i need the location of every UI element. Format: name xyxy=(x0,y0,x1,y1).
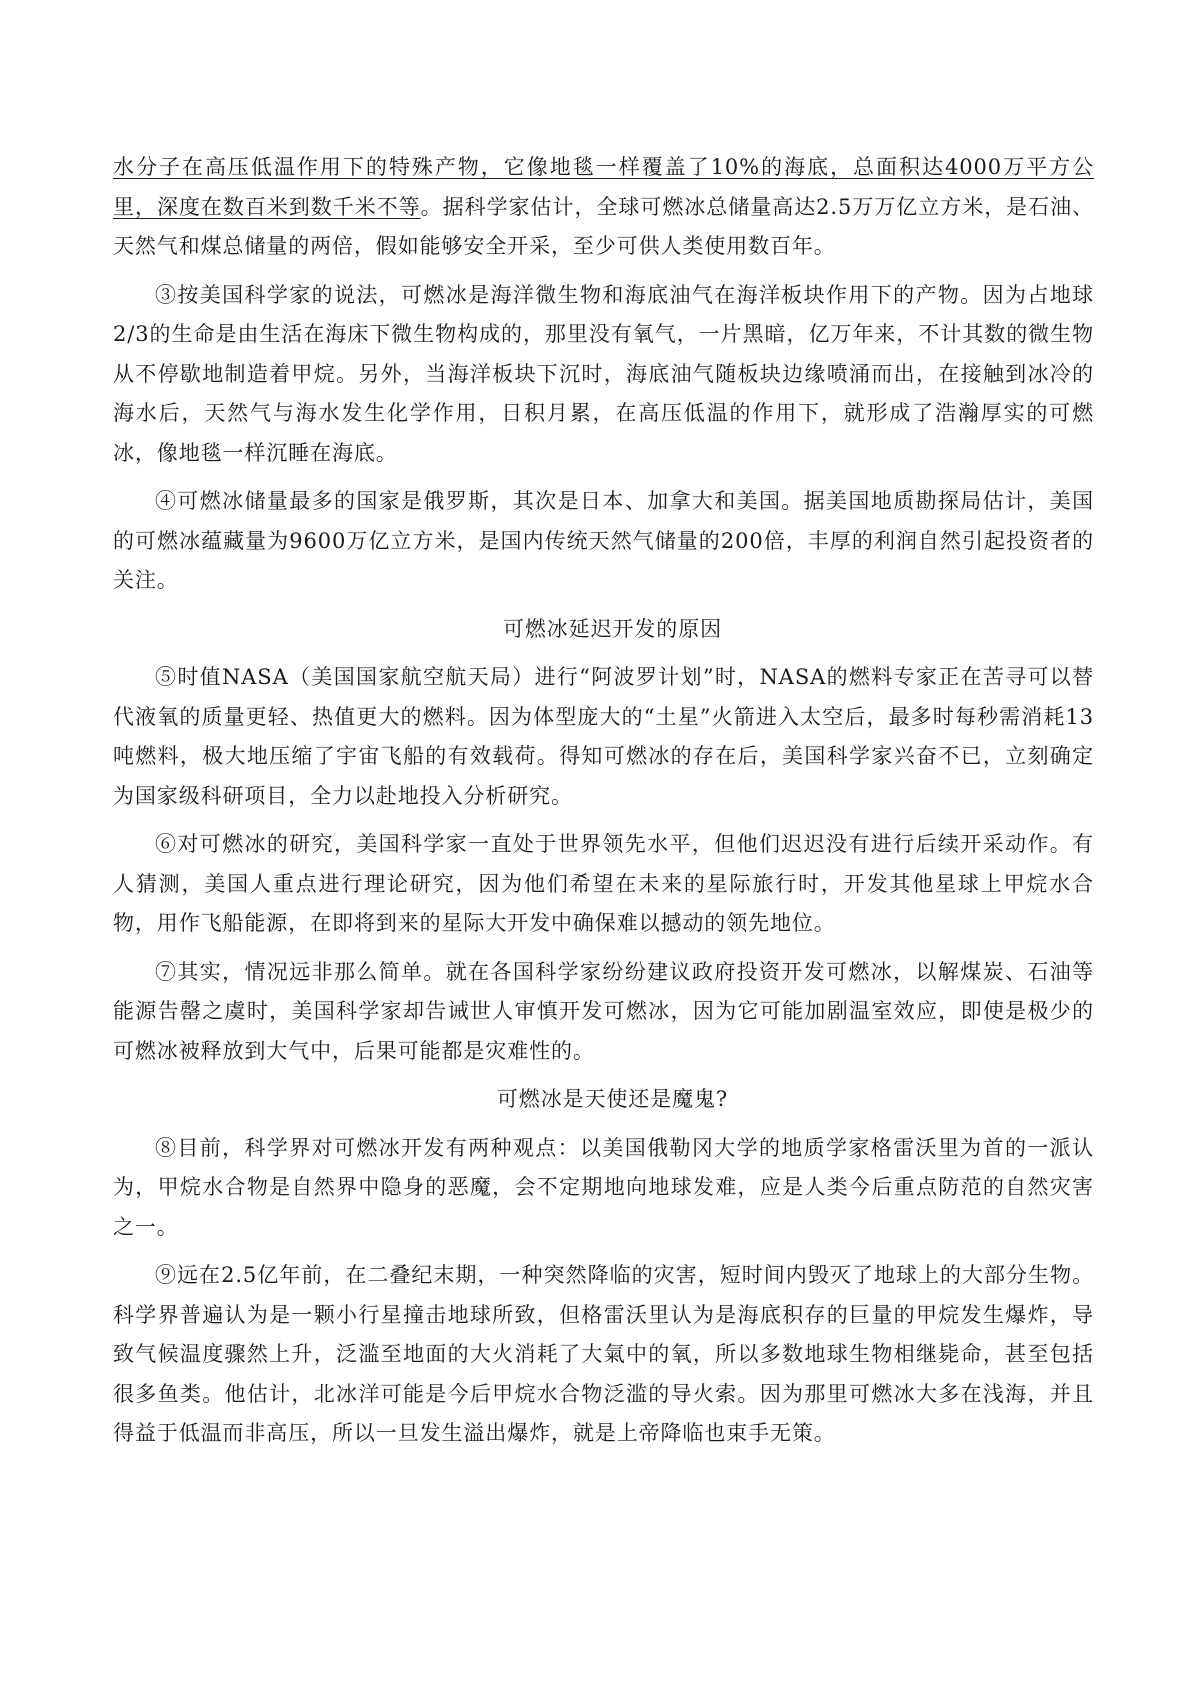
paragraph-8: ⑧目前，科学界对可燃冰开发有两种观点：以美国俄勒冈大学的地质学家格雷沃里为首的一派认为，甲烷水合物是自然界中隐身的恶魔，会不定期地向地球发难，应是人类今后重点防范的自然灾害之一。 xyxy=(113,1135,1094,1239)
section-heading-delay-reasons: 可燃冰延迟开发的原因 xyxy=(503,616,722,641)
section-heading-angel-or-devil: 可燃冰是天使还是魔鬼? xyxy=(496,1087,729,1111)
paragraph-4: ④可燃冰储量最多的国家是俄罗斯，其次是日本、加拿大和美国。据美国地质勘探局估计，美国的可燃冰蕴藏量为9600万亿立方米，是国内传统天然气储量的200倍，丰厚的利润自然引起投资者的关注。 xyxy=(113,489,1094,592)
paragraph-3: ③按美国科学家的说法，可燃冰是海洋微生物和海底油气在海洋板块作用下的产物。因为占地球2/3的生命是由生活在海床下微生物构成的，那里没有氧气，一片黑暗，亿万年来，不计其数的微生物从不停歇地制造着甲烷。另外，当海洋板块下沉时，海底油气随板块边缘喷涌而出，在接触到冰冷的海水后，天然气与海水发生化学作用，日积月累，在高压低温的作用下，就形成了浩瀚厚实的可燃冰，像地毯一样沉睡在海底。 xyxy=(113,282,1094,465)
paragraph-2-continued xyxy=(113,148,1094,267)
paragraph-5: ⑤时值NASA（美国国家航空航天局）进行“阿波罗计划”时，NASA的燃料专家正在苦寻可以替代液氧的质量更轻、热值更大的燃料。因为体型庞大的“土星”火箭进入太空后，最多时每秒需消耗13吨燃料，极大地压缩了宇宙飞船的有效载荷。得知可燃冰的存在后，美国科学家兴奋不已，立刻确定为国家级科研项目，全力以赴地投入分析研究。 xyxy=(113,665,1094,808)
paragraph-9: ⑨远在2.5亿年前，在二叠纪末期，一种突然降临的灾害，短时间内毁灭了地球上的大部分生物。科学界普遍认为是一颗小行星撞击地球所致，但格雷沃里认为是海底积存的巨量的甲烷发生爆炸，导致气候温度骤然上升，泛滥至地面的大火消耗了大氣中的氧，所以多数地球生物相继毙命，甚至包括很多鱼类。他估计，北冰洋可能是今后甲烷水合物泛滥的导火索。因为那里可燃冰大多在浅海，并且得益于低温而非高压，所以一旦发生溢出爆炸，就是上帝降临也束手无策。 xyxy=(113,1263,1094,1445)
underlined-sentence: 水分子在高压低温作用下的特殊产物，它像地毯一样覆盖了10%的海底，总面积达4000万平方公里，深度在数百米到数千米不等 xyxy=(113,155,1094,219)
paragraph-7: ⑦其实，情况远非那么简单。就在各国科学家纷纷建议政府投资开发可燃冰，以解煤炭、石油等能源告罄之虞时，美国科学家却告诫世人审慎开发可燃冰，因为它可能加剧温室效应，即使是极少的可燃冰被释放到大气中，后果可能都是灾难性的。 xyxy=(113,959,1094,1063)
paragraph-2-rest: 。据科学家估计，全球可燃冰总储量高达2.5万万亿立方米，是石油、天然气和煤总储量的两倍，假如能够安全开采，至少可供人类使用数百年。 xyxy=(113,194,1094,258)
paragraph-6: ⑥对可燃冰的研究，美国科学家一直处于世界领先水平，但他们迟迟没有进行后续开采动作。有人猜测，美国人重点进行理论研究，因为他们希望在未来的星际旅行时，开发其他星球上甲烷水合物，用作飞船能源，在即将到来的星际大开发中确保难以撼动的领先地位。 xyxy=(113,832,1094,935)
